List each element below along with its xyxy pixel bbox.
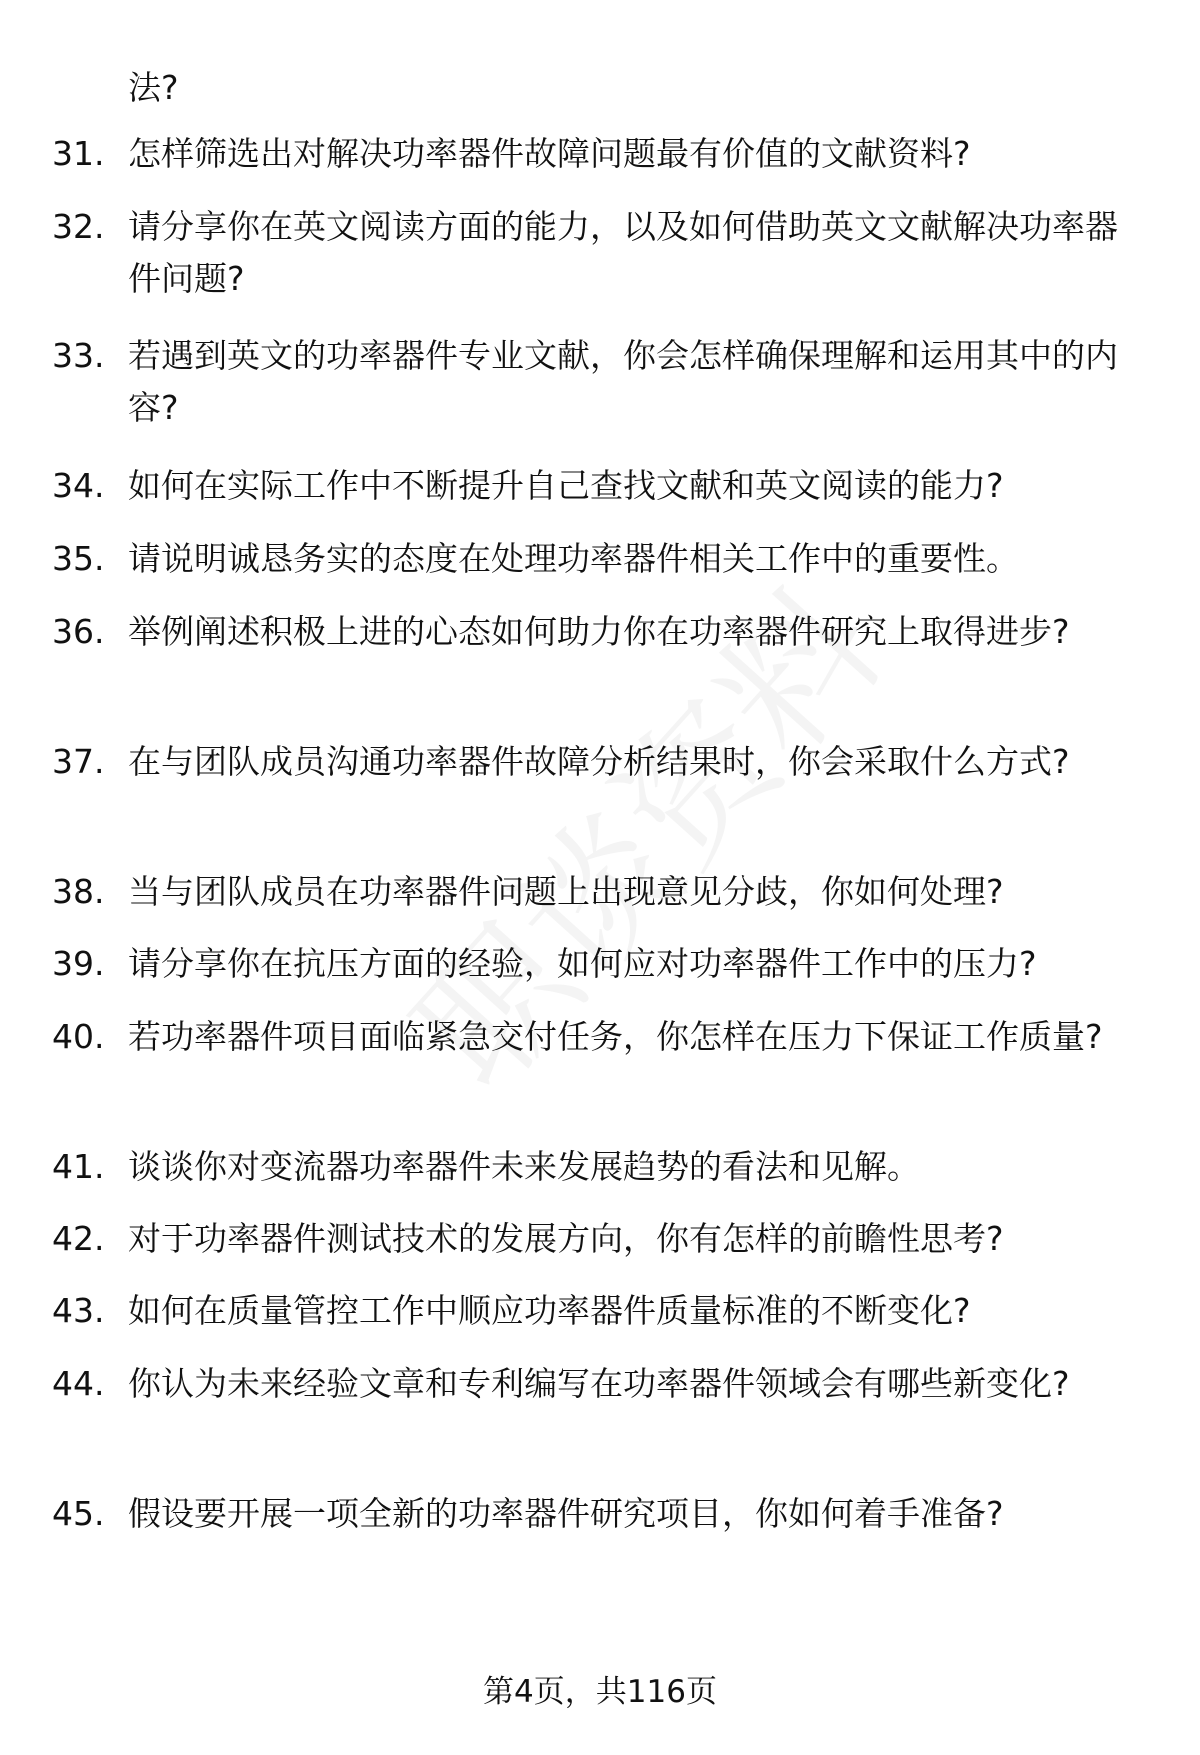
question-text: 如何在实际工作中不断提升自己查找文献和英文阅读的能力? [128, 466, 1004, 505]
question-number: 36. [52, 612, 105, 651]
question-text: 对于功率器件测试技术的发展方向，你有怎样的前瞻性思考? [128, 1219, 1004, 1258]
question-number: 37. [52, 742, 105, 781]
question-number: 39. [52, 944, 105, 983]
question-text: 你认为未来经验文章和专利编写在功率器件领域会有哪些新变化? [128, 1364, 1070, 1403]
question-text: 请说明诚恳务实的态度在处理功率器件相关工作中的重要性。 [128, 539, 1019, 578]
question-text: 当与团队成员在功率器件问题上出现意见分歧，你如何处理? [128, 872, 1004, 911]
question-number: 34. [52, 466, 105, 505]
question-text: 若功率器件项目面临紧急交付任务，你怎样在压力下保证工作质量? [128, 1017, 1103, 1056]
question-text: 举例阐述积极上进的心态如何助力你在功率器件研究上取得进步? [128, 612, 1070, 651]
question-number: 45. [52, 1494, 105, 1533]
question-text: 如何在质量管控工作中顺应功率器件质量标准的不断变化? [128, 1291, 971, 1330]
question-number: 40. [52, 1017, 105, 1056]
question-number: 38. [52, 872, 105, 911]
question-text: 请分享你在抗压方面的经验，如何应对功率器件工作中的压力? [128, 944, 1037, 983]
question-number: 33. [52, 336, 105, 375]
question-text: 谈谈你对变流器功率器件未来发展趋势的看法和见解。 [128, 1147, 920, 1186]
question-number: 44. [52, 1364, 105, 1403]
page-footer: 第4页，共116页 [483, 1674, 717, 1710]
question-text: 若遇到英文的功率器件专业文献，你会怎样确保理解和运用其中的内容? [128, 336, 1118, 427]
question-number: 43. [52, 1291, 105, 1330]
continuation-text: 法? [128, 68, 179, 107]
question-number: 42. [52, 1219, 105, 1258]
question-text: 在与团队成员沟通功率器件故障分析结果时，你会采取什么方式? [128, 742, 1070, 781]
question-number: 35. [52, 539, 105, 578]
question-text: 请分享你在英文阅读方面的能力，以及如何借助英文文献解决功率器件问题? [128, 207, 1118, 298]
question-number: 31. [52, 134, 105, 173]
question-number: 32. [52, 207, 105, 246]
question-text: 怎样筛选出对解决功率器件故障问题最有价值的文献资料? [128, 134, 971, 173]
question-number: 41. [52, 1147, 105, 1186]
question-text: 假设要开展一项全新的功率器件研究项目，你如何着手准备? [128, 1494, 1004, 1533]
